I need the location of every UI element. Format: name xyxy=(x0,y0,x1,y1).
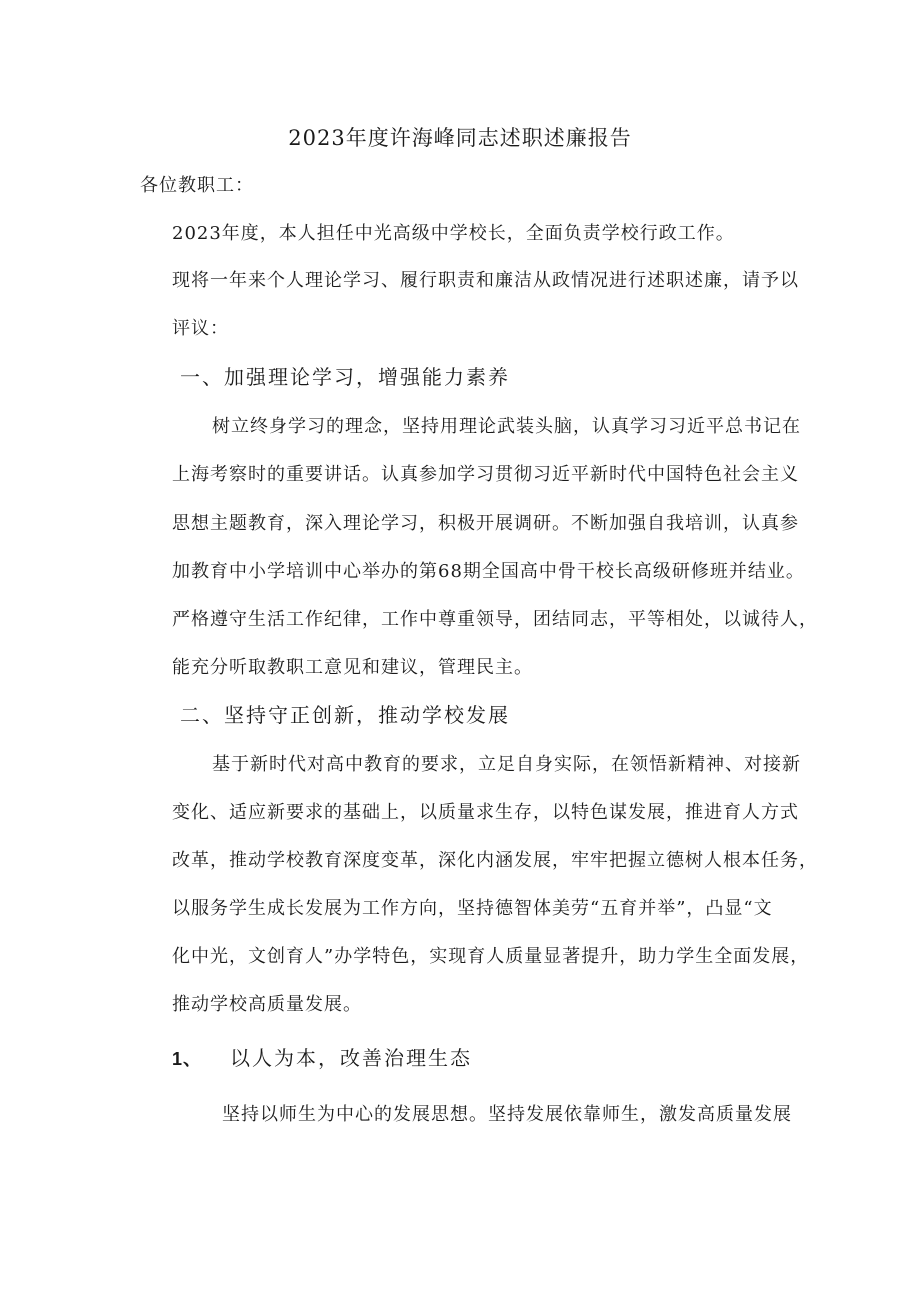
section-2-line: 化中光，文创育人”办学特色，实现育人质量显著提升，助力学生全面发展， xyxy=(172,946,810,967)
section-2-line: 以服务学生成长发展为工作方向，坚持德智体美劳“五育并举”，凸显“文 xyxy=(172,898,773,919)
intro-line-3: 评议： xyxy=(172,318,229,339)
section-2-line: 改革，推动学校教育深度变革，深化内涵发展，牢牢把握立德树人根本任务， xyxy=(172,850,818,871)
section-1-line: 加教育中小学培训中心举办的第68期全国高中骨干校长高级研修班并结业。 xyxy=(172,561,805,582)
section-2-line: 基于新时代对高中教育的要求，立足自身实际，在领悟新精神、对接新 xyxy=(212,754,801,775)
intro-line-1: 2023年度，本人担任中光高级中学校长，全面负责学校行政工作。 xyxy=(172,223,735,244)
subsection-1-number: 1、 xyxy=(172,1049,203,1069)
section-2-line: 变化、适应新要求的基础上，以质量求生存，以特色谋发展，推进育人方式 xyxy=(172,802,799,823)
document-title: 2023年度许海峰同志述职述廉报告 xyxy=(288,126,632,150)
subsection-1-heading: 以人为本，改善治理生态 xyxy=(230,1046,472,1070)
section-1-line: 思想主题教育，深入理论学习，积极开展调研。不断加强自我培训，认真参 xyxy=(172,513,799,534)
section-1-line: 上海考察时的重要讲话。认真参加学习贯彻习近平新时代中国特色社会主义 xyxy=(172,464,799,485)
section-1-heading: 一、加强理论学习，增强能力素养 xyxy=(180,365,510,389)
section-2-heading: 二、坚持守正创新，推动学校发展 xyxy=(180,703,510,727)
intro-line-2: 现将一年来个人理论学习、履行职责和廉洁从政情况进行述职述廉，请予以 xyxy=(172,270,799,291)
section-1-line: 树立终身学习的理念，坚持用理论武装头脑，认真学习习近平总书记在 xyxy=(212,416,801,437)
section-1-line: 严格遵守生活工作纪律，工作中尊重领导，团结同志，平等相处，以诚待人， xyxy=(172,609,818,630)
section-2-line: 推动学校高质量发展。 xyxy=(172,994,362,1015)
section-1-line: 能充分听取教职工意见和建议，管理民主。 xyxy=(172,657,533,678)
subsection-1-line: 坚持以师生为中心的发展思想。坚持发展依靠师生，激发高质量发展 xyxy=(222,1104,792,1125)
salutation: 各位教职工： xyxy=(140,175,254,196)
